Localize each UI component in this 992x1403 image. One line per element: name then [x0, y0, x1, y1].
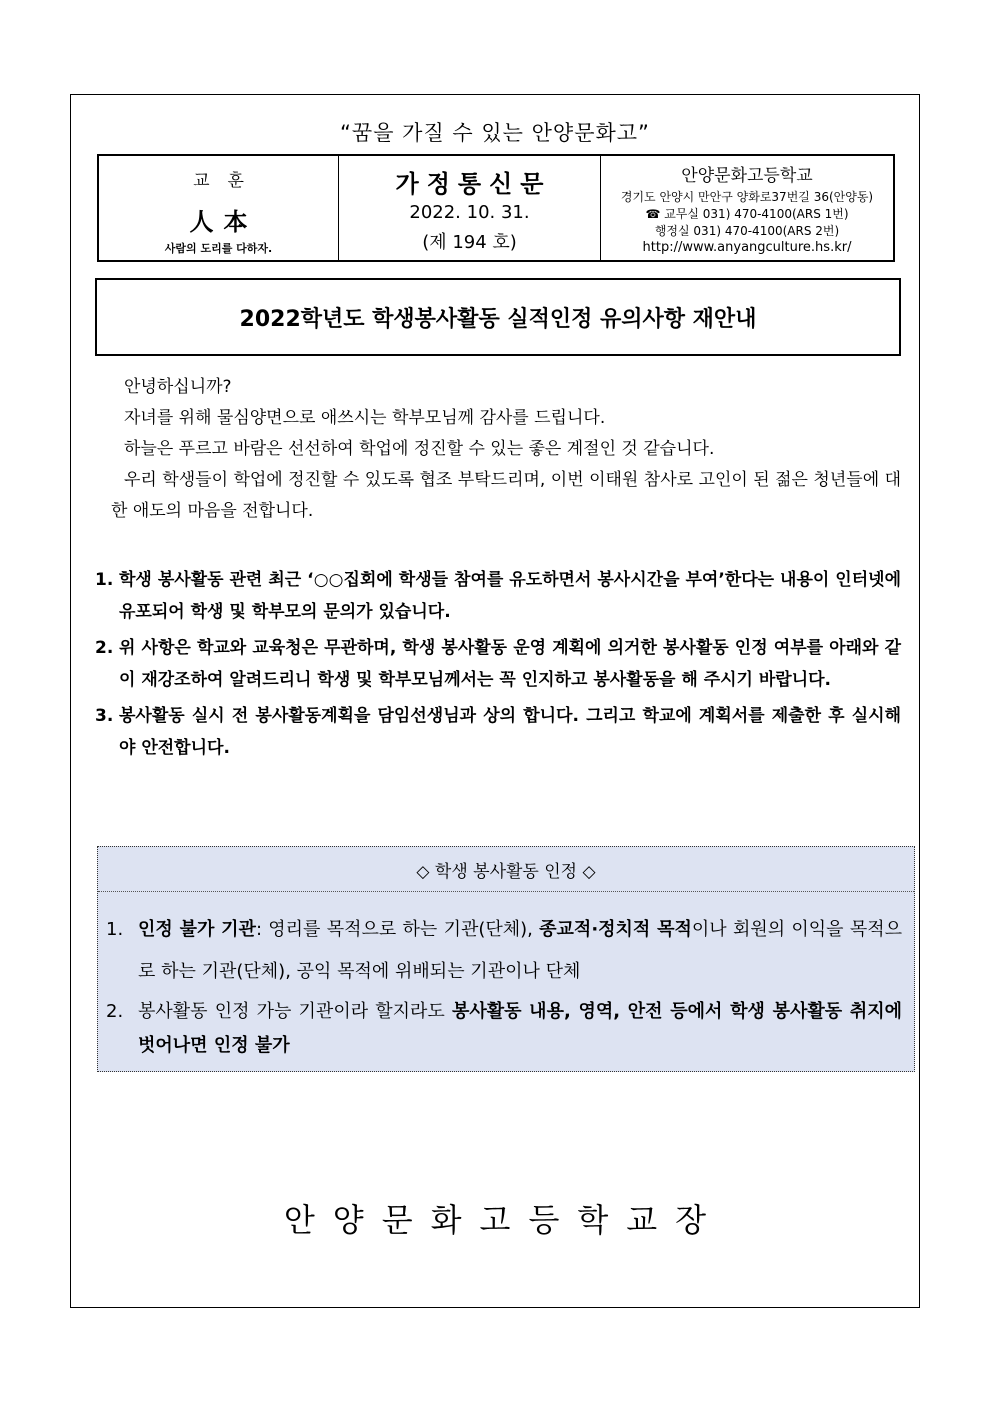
notice-item-bold: 봉사활동 내용, 영역, 안전 등에서 학생 봉사활동 취지에 벗어나면 인정 불가 [138, 1001, 902, 1056]
school-website: http://www.anyangculture.hs.kr/ [642, 240, 852, 255]
motto-cell [99, 156, 339, 260]
newsletter-issue: (제 194 호) [422, 232, 517, 253]
newsletter-date: 2022. 10. 31. [409, 202, 530, 223]
motto-sub: 사람의 도리를 다하자. [164, 242, 273, 255]
notice-item-1 [106, 909, 902, 993]
greeting-line-3: 하늘은 푸르고 바람은 선선하여 학업에 정진할 수 있는 좋은 계절인 것 같습니다. [124, 439, 715, 459]
notice-item-2 [106, 995, 902, 1063]
item-number: 1. [95, 570, 114, 590]
item-text: 봉사활동 실시 전 봉사활동계획을 담임선생님과 상의 합니다. 그리고 학교에 계획서를 제출한 후 실시해야 안전합니다. [119, 706, 901, 758]
notice-item-label: 인정 불가 기관 [138, 919, 256, 940]
notice-heading: ◇ 학생 봉사활동 인정 ◇ [416, 862, 596, 882]
letterhead [97, 154, 895, 262]
greeting-line-4 [111, 465, 901, 527]
school-address: 경기도 안양시 만안구 양화로37번길 36(안양동) [620, 190, 874, 204]
notice-item-number: 1. [106, 919, 124, 940]
phone-admin: 행정실 031) 470-4100(ARS 2번) [654, 224, 840, 238]
list-item [95, 700, 901, 764]
notice-item-text [138, 909, 902, 993]
greeting-line-4-text: 우리 학생들이 학업에 정진할 수 있도록 협조 부탁드리며, 이번 이태원 참사로 고인이 된 젊은 청년들에 대한 애도의 마음을 전합니다. [111, 470, 901, 521]
greeting-line-2: 자녀를 위해 물심양면으로 애쓰시는 학부모님께 감사를 드립니다. [124, 408, 606, 428]
newsletter-cell [339, 156, 601, 260]
notice-item-text-b: 이나 회원의 이익을 목적으로 하는 기관(단체), 공익 목적에 위배되는 기관이나 단체 [138, 919, 902, 982]
notice-item-text [138, 995, 902, 1063]
greeting [111, 372, 901, 527]
item-text: 학생 봉사활동 관련 최근 ‘○○집회에 학생들 참여를 유도하면서 봉사시간을 부여’한다는 내용이 인터넷에 유포되어 학생 및 학부모의 문의가 있습니다. [119, 570, 901, 622]
item-number: 3. [95, 706, 114, 726]
list-item [95, 632, 901, 696]
notice-items [95, 564, 901, 768]
phone-office: ☎ 교무실 031) 470-4100(ARS 1번) [645, 207, 849, 221]
document-title-text: 2022학년도 학생봉사활동 실적인정 유의사항 재안내 [239, 306, 757, 332]
document-frame [70, 94, 920, 1308]
list-item [95, 564, 901, 628]
motto-main: 人本 [189, 207, 258, 236]
document-title [95, 278, 901, 356]
notice-divider [98, 891, 914, 892]
item-text: 위 사항은 학교와 교육청은 무관하며, 학생 봉사활동 운영 계획에 의거한 봉사활동 인정 여부를 아래와 같이 재강조하여 알려드리니 학생 및 학부모님께서는 꼭 인지하고 봉사활동을 해 주시기 바랍니다. [119, 638, 901, 690]
greeting-line-1: 안녕하십니까? [124, 377, 232, 397]
notice-item-text-a: 봉사활동 인정 가능 기관이라 할지라도 [138, 1001, 452, 1022]
principal-signature: 안양문화고등학교장 [283, 1201, 725, 1239]
school-name: 안양문화고등학교 [681, 166, 813, 186]
motto-label: 교훈 [193, 171, 262, 191]
newsletter-title: 가정통신문 [395, 170, 552, 198]
school-info-cell [601, 156, 893, 260]
item-number: 2. [95, 638, 114, 658]
recognition-notice-box [97, 846, 915, 1072]
notice-item-bold: 종교적·정치적 목적 [539, 919, 692, 940]
notice-item-text-a: : 영리를 목적으로 하는 기관(단체), [255, 919, 540, 940]
notice-item-number: 2. [106, 1001, 124, 1022]
school-slogan: “꿈을 가질 수 있는 안양문화고” [340, 121, 650, 145]
